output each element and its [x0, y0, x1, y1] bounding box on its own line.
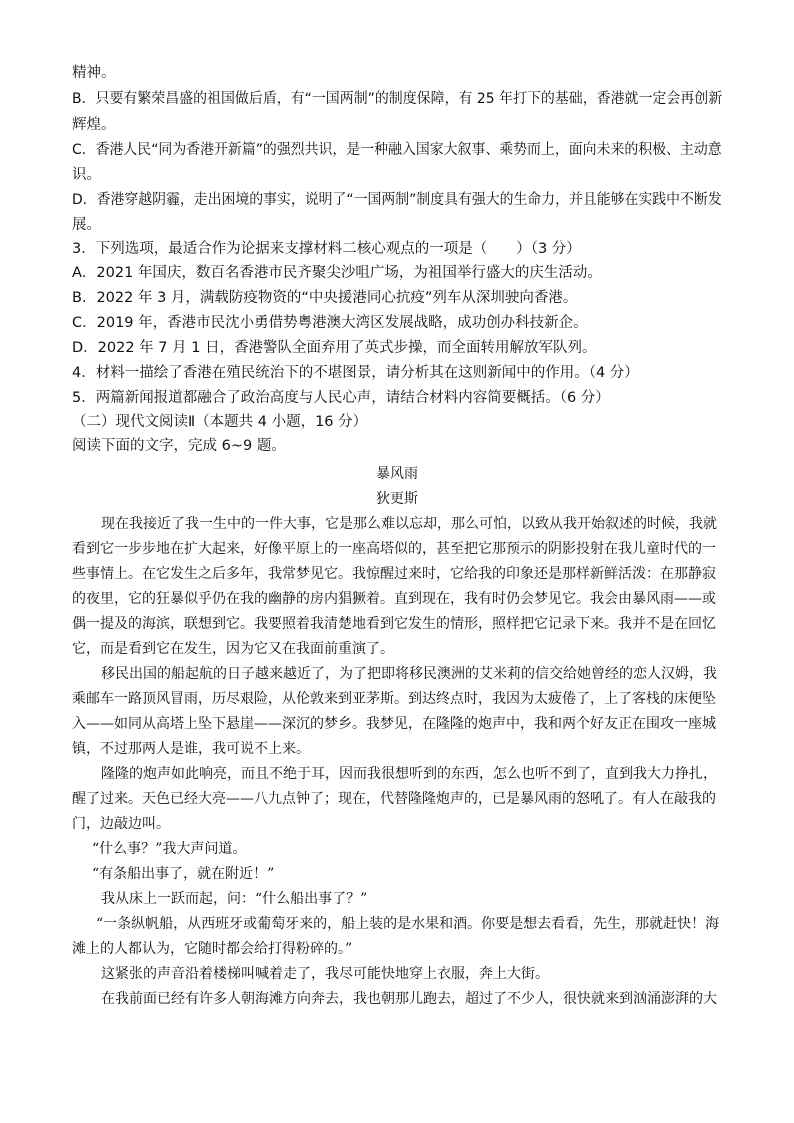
- q2-option-c: C．香港人民“同为香港开新篇”的强烈共识，是一种融入国家大叙事、乘势而上，面向未来的积极、主动意: [72, 142, 722, 158]
- passage-line: 看到它一步步地在扩大起来，好像平原上的一座高塔似的，甚至把它那预示的阴影投射在我儿童时代的一: [72, 541, 716, 557]
- section-heading: （二）现代文阅读Ⅱ（本题共 4 小题，16 分）: [72, 414, 368, 430]
- passage-line: “有条船出事了，就在附近！”: [92, 866, 275, 882]
- passage-line: 滩上的人都认为，它随时都会给打得粉碎的。”: [72, 941, 353, 957]
- passage-line: 镇，不过那两人是谁，我可说不上来。: [72, 741, 310, 757]
- passage-line: 这紧张的声音沿着楼梯叫喊着走了，我尽可能快地穿上衣服，奔上大街。: [101, 966, 549, 982]
- passage-line: 在我前面已经有许多人朝海滩方向奔去，我也朝那儿跑去，超过了不少人，很快就来到汹涌澎湃的大: [101, 991, 717, 1007]
- q2-option-b-cont: 辉煌。: [72, 117, 116, 133]
- q3-option-d: D．2022 年 7 月 1 日，香港警队全面弃用了英式步操，而全面转用解放军队列。: [72, 340, 597, 356]
- q2-option-d: D．香港穿越阴霾，走出困境的事实，说明了“一国两制”制度具有强大的生命力，并且能够在实践中不断发: [72, 192, 722, 208]
- q2-option-c-cont: 识。: [72, 167, 101, 183]
- passage-line: 隆隆的炮声如此响亮，而且不绝于耳，因而我很想听到的东西，怎么也听不到了，直到我大力挣扎，: [101, 766, 717, 782]
- passage-line: 些事情上。在它发生之后多年，我常梦见它。我惊醒过来时，它给我的印象还是那样新鲜活泼：在那静寂: [72, 566, 716, 582]
- passage-line: 入——如同从高塔上坠下悬崖——深沉的梦乡。我梦见，在隆隆的炮声中，我和两个好友正在围攻一座城: [72, 716, 716, 732]
- passage-author: 狄更斯: [376, 491, 418, 507]
- passage-line: 移民出国的船起航的日子越来越近了，为了把即将移民澳洲的艾米莉的信交给她曾经的恋人汉姆，我: [101, 666, 717, 682]
- passage-line: 乘邮车一路顶风冒雨，历尽艰险，从伦敦来到亚茅斯。到达终点时，我因为太疲倦了，上了客栈的床便坠: [72, 691, 716, 707]
- q3-stem: 3．下列选项，最适合作为论据来支撑材料二核心观点的一项是（ ）（3 分）: [72, 241, 581, 257]
- q2-option-b: B．只要有繁荣昌盛的祖国做后盾，有“一国两制”的制度保障，有 25 年打下的基础，香港就一定会再创新: [72, 91, 723, 107]
- passage-line: 现在我接近了我一生中的一件大事，它是那么难以忘却，那么可怕，以致从我开始叙述的时候，我就: [101, 516, 717, 532]
- passage-line: 我从床上一跃而起，问：“什么船出事了？”: [101, 891, 368, 907]
- q3-option-a: A．2021 年国庆，数百名香港市民齐聚尖沙咀广场，为祖国举行盛大的庆生活动。: [72, 265, 602, 281]
- passage-line: “一条纵帆船，从西班牙或葡萄牙来的，船上装的是水果和酒。你要是想去看看，先生，那就赶快！海: [96, 916, 720, 932]
- passage-line: 醒了过来。天色已经大亮——八九点钟了；现在，代替隆隆炮声的，已是暴风雨的怒吼了。有人在敲我的: [72, 791, 716, 807]
- reading-instruction: 阅读下面的文字，完成 6~9 题。: [72, 438, 286, 454]
- passage-line: “什么事？”我大声问道。: [92, 841, 247, 857]
- q5-question: 5．两篇新闻报道都融合了政治高度与人民心声，请结合材料内容简要概括。（6 分）: [72, 390, 610, 406]
- passage-line: 门，边敲边叫。: [72, 816, 170, 832]
- q2-option-d-cont: 展。: [72, 217, 101, 233]
- q3-option-c: C．2019 年，香港市民沈小勇借势粤港澳大湾区发展战略，成功创办科技新企。: [72, 315, 588, 331]
- q4-question: 4．材料一描绘了香港在殖民统治下的不堪图景，请分析其在这则新闻中的作用。（4 分）: [72, 365, 639, 381]
- passage-line: 偶一提及的海滨，联想到它。我要照着我清楚地看到它发生的情形，照样把它记录下来。我并不是在回忆: [72, 616, 716, 632]
- q2-continuation: 精神。: [72, 65, 116, 81]
- passage-line: 它，而是看到它在发生，因为它又在我面前重演了。: [72, 641, 394, 657]
- q3-option-b: B．2022 年 3 月，满载防疫物资的“中央援港同心抗疫”列车从深圳驶向香港。: [72, 290, 578, 306]
- passage-line: 的夜里，它的狂暴似乎仍在我的幽静的房内猖獗着。直到现在，我有时仍会梦见它。我会由暴风雨——或: [72, 591, 716, 607]
- passage-title: 暴风雨: [376, 466, 418, 482]
